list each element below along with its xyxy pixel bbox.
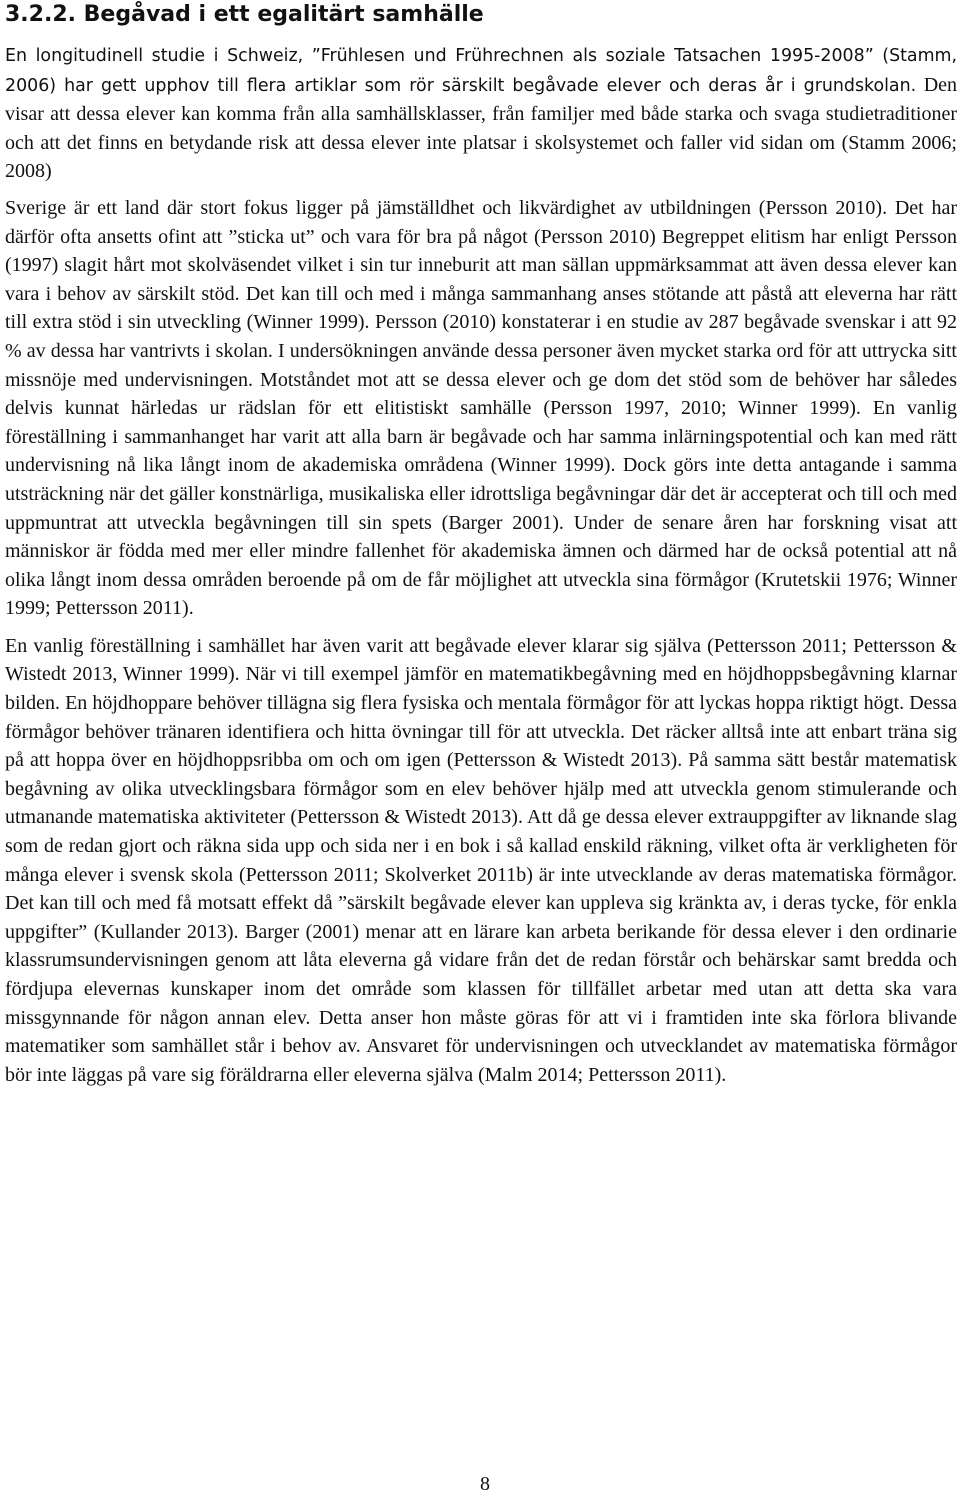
- paragraph-intro-text: En longitudinell studie i Schweiz, ”Frühlesen und Frührechnen als soziale Tatsachen 1995-2008” (Stamm, 2006) har gett upphov till flera artiklar som rör särskilt begåvade elever och deras år i grundskolan.: [5, 46, 957, 96]
- paragraph-gifted-manage-themselves: En vanlig föreställning i samhället har även varit att begåvade elever klarar sig själva (Pettersson 2011; Pettersson & Wistedt 2013, Winner 1999). När vi till exempel jämför en matematikbegåvning med en höjdhoppsbegåvning klarnar bilden. En höjdhoppare behöver tillägna sig flera fysiska och mentala förmågor för att lyckas hoppa riktigt högt. Dessa förmågor behöver tränaren identifiera och hitta övningar till för att utveckla. Det räcker alltså inte att enbart träna sig på att hoppa över en höjdhoppsribba om och om igen (Pettersson & Wistedt 2013). På samma sätt består matematisk begåvning av olika utvecklingsbara förmågor som en elev behöver hjälp med att utveckla genom stimulerande och utmanande matematiska aktiviteter (Pettersson & Wistedt 2013). Att då ge dessa elever extrauppgifter av liknande slag som de redan gjort och räkna sida upp och sida ner i en bok i så kallad enskild räkning, vilket ofta är verkligheten för många elever i svensk skola (Pettersson 2011; Skolverket 2011b) är inte utvecklande av deras matematiska förmågor. Det kan till och med få motsatt effekt då ”särskilt begåvade elever kan uppleva sig kränkta av, i deras tycke, för enkla uppgifter” (Kullander 2013). Barger (2001) menar att en lärare kan arbeta berikande för dessa elever i den ordinarie klassrumsundervisningen genom att låta eleverna gå vidare från det de redan förstår och behärskar samt bredda och fördjupa elevernas kunskaper inom det område som klassen för tillfället arbetar med utan att detta ska vara missgynnande för någon annan elev. Detta anser hon måste göras för att vi i framtiden inte ska förlora blivande matematiker som samhället står i behov av. Ansvaret för undervisningen och utvecklandet av matematiska förmågor bör inte läggas på vare sig föräldrarna eller eleverna själva (Malm 2014; Pettersson 2011).: [5, 634, 957, 1086]
- paragraph-egalitarian-sweden: Sverige är ett land där stort fokus ligger på jämställdhet och likvärdighet av utbildningen (Persson 2010). Det har därför ofta ansetts ofint att ”sticka ut” och vara för bra på något (Persson 2010) Begreppet elitism har enligt Persson (1997) slagit hårt mot skolväsendet vilket i sin tur inneburit att man sällan uppmärksammat att även dessa elever kan vara i behov av särskilt stöd. Det kan till och med i många sammanhang anses stötande att påstå att eleverna har rätt till extra stöd i sin utveckling (Winner 1999). Persson (2010) konstaterar i en studie av 287 begåvade svenskar i att 92 % av dessa har vantrivts i skolan. I undersökningen använde dessa personer även mycket starka ord för att uttrycka sitt missnöje med undervisningen. Motståndet mot att se dessa elever och ge dom det stöd som de behöver har således delvis kunnat härledas ur rädslan för ett elitistiskt samhälle (Persson 1997, 2010; Winner 1999). En vanlig föreställning i sammanhanget har varit att alla barn är begåvade och har samma inlärningspotential och kan med rätt undervisning nå lika långt inom de akademiska områdena (Winner 1999). Dock görs inte detta antagande i samma utsträckning när det gäller konstnärliga, musikaliska eller idrottsliga begåvningar där det är accepterat och till och med uppmuntrat att utveckla begåvningen till sin spets (Barger 2001). Under de senare åren har forskning visat att människor är födda med mer eller mindre fallenhet för akademiska ämnen och därmed har de också potential att nå olika långt inom dessa områden beroende på om de får möjlighet att utveckla sina förmågor (Krutetskii 1976; Winner 1999; Pettersson 2011).: [5, 196, 957, 620]
- paragraph-continuation-text: Den visar att dessa elever kan komma från alla samhällsklasser, från familjer med både starka och svaga studietraditioner och att det finns en betydande risk att dessa elever inte platsar i skolsystemet och faller vid sidan om (Stamm 2006; 2008): [5, 73, 958, 183]
- section-heading: 3.2.2. Begåvad i ett egalitärt samhälle: [5, 2, 484, 27]
- document-page: [5, 0, 957, 1089]
- page-number: 8: [480, 1473, 490, 1495]
- paragraph-stamm-study: [5, 41, 957, 186]
